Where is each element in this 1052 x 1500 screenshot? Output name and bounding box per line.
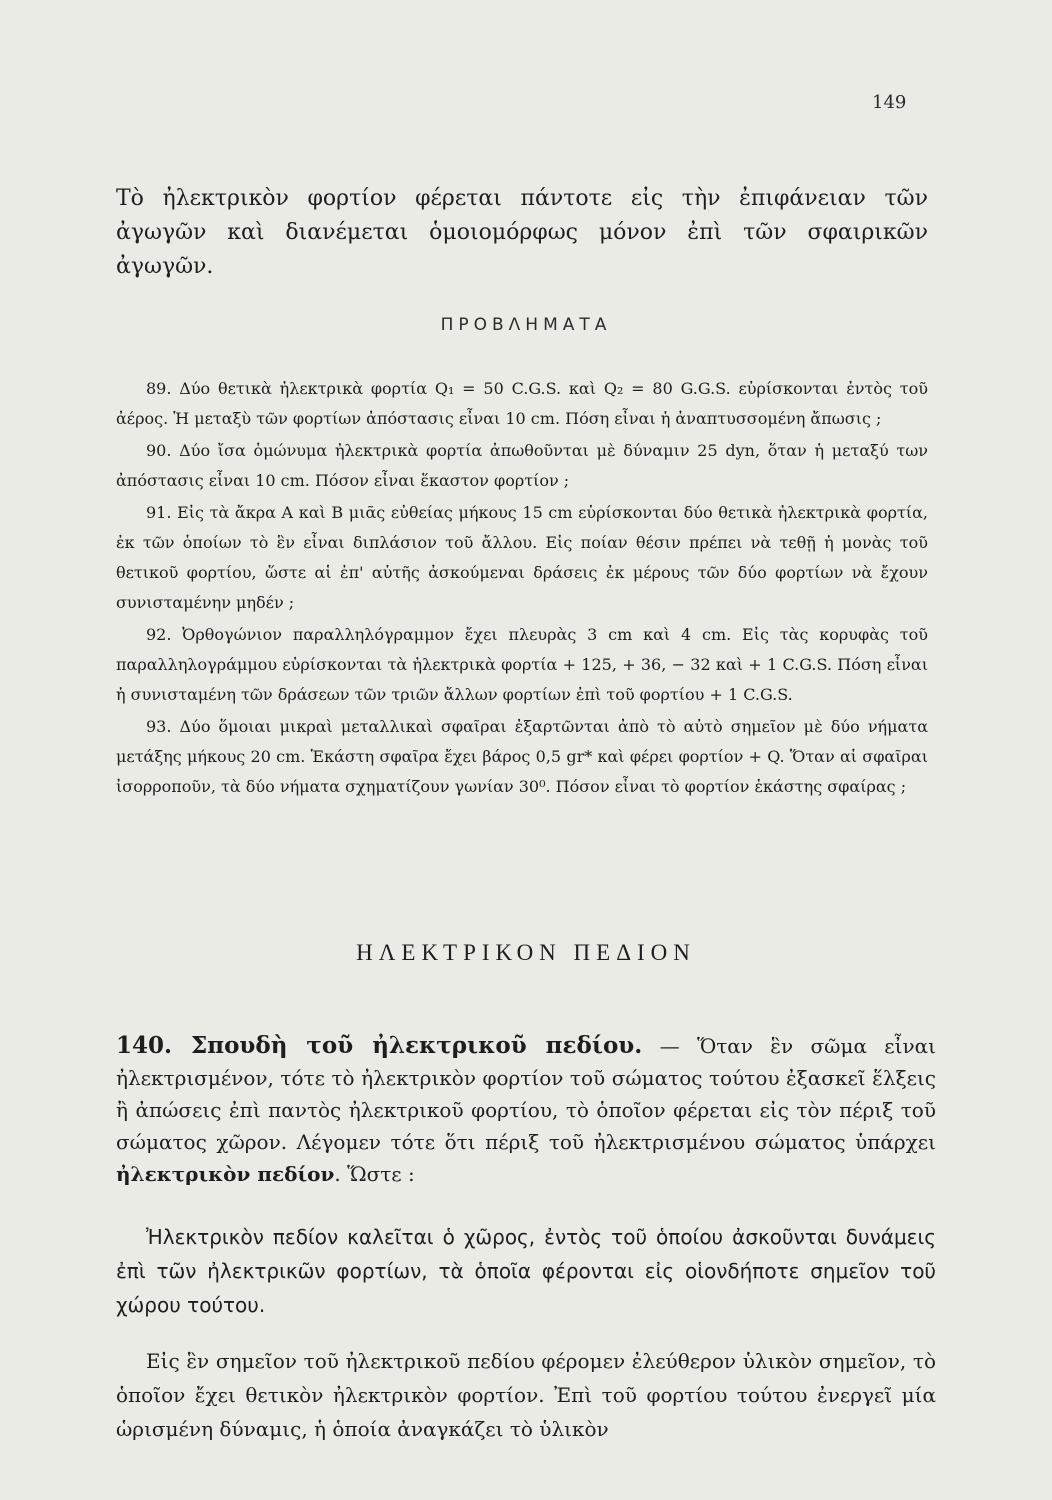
problem-89: 89. Δύο θετικὰ ἠλεκτρικὰ φορτία Q₁ = 50 C.G.S. καὶ Q₂ = 80 G.G.S. εὑρίσκονται ἐντὸς τοῦ ἀέρος. Ἡ μεταξὺ τῶν φορτίων ἀπόστασις εἶναι 10 cm. Πόση εἶναι ἡ ἀναπτυσσομένη ἄπωσις ; <box>116 379 928 428</box>
problems-heading: ΠΡΟΒΛΗΜΑΤΑ <box>440 315 612 335</box>
section-text-before: — Ὅταν ἓν σῶμα εἶναι ἠλεκτρισμένον, τότε τὸ ἠλεκτρικὸν φορτίον τοῦ σώματος τούτου ἐξασκεῖ ἕλξεις ἢ ἀπώσεις ἐπὶ παντὸς ἠλεκτρικοῦ φορτίου, τὸ ὁποῖον φέρεται εἰς τὸν πέριξ τοῦ σώματος χῶρον. Λέγομεν τότε ὅτι πέριξ τοῦ ἠλεκτρισμένου σώματος ὑπάρχει <box>116 1034 936 1154</box>
continuation-paragraph: Εἰς ἓν σημεῖον τοῦ ἠλεκτρικοῦ πεδίου φέρομεν ἐλεύθερον ὑλικὸν σημεῖον, τὸ ὁποῖον ἔχει θετικὸν ἠλεκτρικὸν φορτίον. Ἐπὶ τοῦ φορτίου τούτου ἐνεργεῖ μία ὡρισμένη δύναμις, ἡ ὁποία ἀναγκάζει τὸ ὑλικὸν <box>116 1349 936 1441</box>
section-140-paragraph <box>116 1030 936 1190</box>
problem-90: 90. Δύο ἴσα ὁμώνυμα ἠλεκτρικὰ φορτία ἀπωθοῦνται μὲ δύναμιν 25 dyn, ὅταν ἡ μεταξύ των ἀπόστασις εἶναι 10 cm. Πόσον εἶναι ἕκαστον φορτίον ; <box>116 441 928 490</box>
problem-91: 91. Εἰς τὰ ἄκρα Α καὶ Β μιᾶς εὐθείας μήκους 15 cm εὑρίσκονται δύο θετικὰ ἠλεκτρικὰ φορτία, ἐκ τῶν ὁποίων τὸ ἓν εἶναι διπλάσιον τοῦ ἄλλου. Εἰς ποίαν θέσιν πρέπει νὰ τεθῇ ἡ μονὰς τοῦ θετικοῦ φορτίου, ὥστε αἱ ἐπ' αὐτῆς ἀσκούμεναι δράσεις ἐκ μέρους τῶν δύο φορτίων νὰ ἔχουν συνισταμένην μηδέν ; <box>116 503 928 612</box>
intro-paragraph: Τὸ ἠλεκτρικὸν φορτίον φέρεται πάντοτε εἰς τὴν ἐπιφάνειαν τῶν ἀγωγῶν καὶ διανέμεται ὁμοιομόρφως μόνον ἐπὶ τῶν σφαιρικῶν ἀγωγῶν. <box>116 186 928 279</box>
section-heading: ΗΛΕΚΤΡΙΚΟΝ ΠΕΔΙΟΝ <box>356 940 696 965</box>
problem-93: 93. Δύο ὅμοιαι μικραὶ μεταλλικαὶ σφαῖραι ἐξαρτῶνται ἀπὸ τὸ αὐτὸ σημεῖον μὲ δύο νήματα μετάξης μήκους 20 cm. Ἑκάστη σφαῖρα ἔχει βάρος 0,5 gr* καὶ φέρει φορτίον + Q. Ὅταν αἱ σφαῖραι ἰσορροποῦν, τὰ δύο νήματα σχηματίζουν γωνίαν 30⁰. Πόσον εἶναι τὸ φορτίον ἑκάστης σφαίρας ; <box>116 717 928 796</box>
definition-paragraph: Ἠλεκτρικὸν πεδίον καλεῖται ὁ χῶρος, ἐντὸς τοῦ ὁποίου ἀσκοῦνται δυνάμεις ἐπὶ τῶν ἠλεκτρικῶν φορτίων, τὰ ὁποῖα φέρονται εἰς οἱονδήποτε σημεῖον τοῦ χώρου τούτου. <box>116 1225 936 1317</box>
page-number: 149 <box>872 92 907 113</box>
bold-term: ἠλεκτρικὸν πεδίον <box>116 1162 335 1186</box>
section-number-title: 140. Σπουδὴ τοῦ ἠλεκτρικοῦ πεδίου. <box>116 1032 643 1059</box>
section-text-after: . Ὥστε : <box>334 1162 415 1186</box>
problem-92: 92. Ὀρθογώνιον παραλληλόγραμμον ἔχει πλευρὰς 3 cm καὶ 4 cm. Εἰς τὰς κορυφὰς τοῦ παραλληλογράμμου εὑρίσκονται τὰ ἠλεκτρικὰ φορτία + 125, + 36, − 32 καὶ + 1 C.G.S. Πόση εἶναι ἡ συνισταμένη τῶν δράσεων τῶν τριῶν ἄλλων φορτίων ἐπὶ τοῦ φορτίου + 1 C.G.S. <box>116 625 928 704</box>
problems-list <box>116 374 928 804</box>
